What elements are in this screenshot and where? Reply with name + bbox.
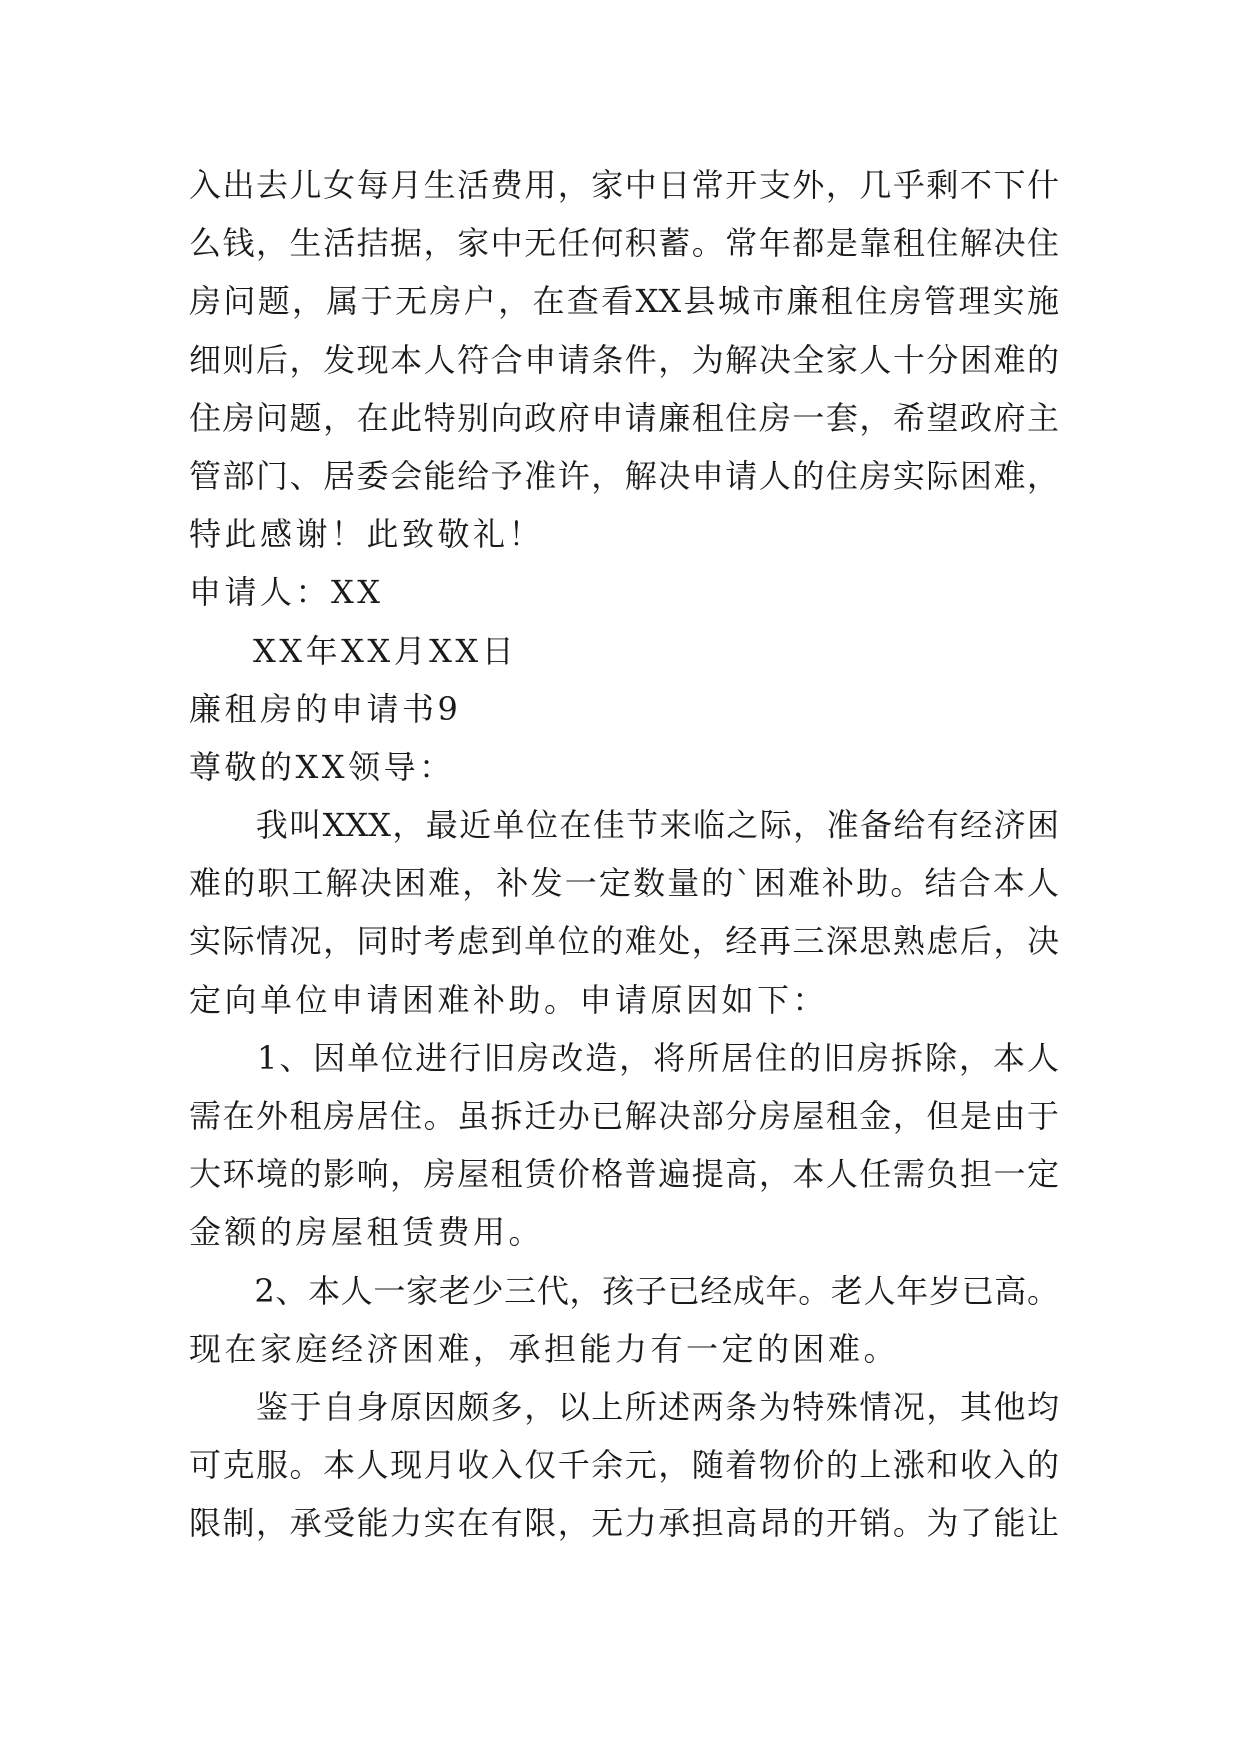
text-line: 2、本人一家老少三代，孩子已经成年。老人年岁已高。 (189, 1271, 1059, 1310)
text-line: 鉴于自身原因颇多，以上所述两条为特殊情况，其他均 (189, 1387, 1059, 1426)
text-line: 金额的房屋租赁费用。 (189, 1213, 545, 1252)
text-line: 住房问题，在此特别向政府申请廉租住房一套，希望政府主 (189, 398, 1059, 437)
text-line: 1、因单位进行旧房改造，将所居住的旧房拆除，本人 (189, 1038, 1059, 1077)
document-body (189, 156, 1059, 1553)
text-line: 细则后，发现本人符合申请条件，为解决全家人十分困难的 (189, 340, 1059, 379)
text-line: 可克服。本人现月收入仅千余元，随着物价的上涨和收入的 (189, 1446, 1059, 1485)
text-line: 我叫XXX，最近单位在佳节来临之际，准备给有经济困 (189, 806, 1059, 845)
text-line: 现在家庭经济困难，承担能力有一定的困难。 (189, 1329, 900, 1368)
text-line: 限制，承受能力实在有限，无力承担高昂的开销。为了能让 (189, 1504, 1059, 1543)
text-line: 入出去儿女每月生活费用，家中日常开支外，几乎剩不下什 (189, 166, 1059, 204)
date-line: XX年XX月XX日 (253, 631, 518, 670)
section-title: 廉租房的申请书9 (189, 689, 462, 728)
text-line: 定向单位申请困难补助。申请原因如下： (189, 980, 829, 1019)
text-line: 实际情况，同时考虑到单位的难处，经再三深思熟虑后，决 (189, 922, 1059, 961)
text-line: 需在外租房居住。虽拆迁办已解决部分房屋租金，但是由于 (189, 1097, 1059, 1135)
applicant-signature: 申请人：XX (189, 573, 384, 612)
text-line: 大环境的影响，房屋租赁价格普遍提高，本人任需负担一定 (189, 1155, 1059, 1194)
text-line: 管部门、居委会能给予准许，解决申请人的住房实际困难， (189, 456, 1059, 495)
text-line: 么钱，生活拮据，家中无任何积蓄。常年都是靠租住解决住 (189, 224, 1059, 263)
text-line: 特此感谢！此致敬礼！ (189, 515, 545, 554)
salutation: 尊敬的XX领导： (189, 747, 455, 786)
text-line: 难的职工解决困难，补发一定数量的`困难补助。结合本人 (189, 864, 1059, 903)
text-line: 房问题，属于无房户，在查看XX县城市廉租住房管理实施 (189, 282, 1059, 321)
